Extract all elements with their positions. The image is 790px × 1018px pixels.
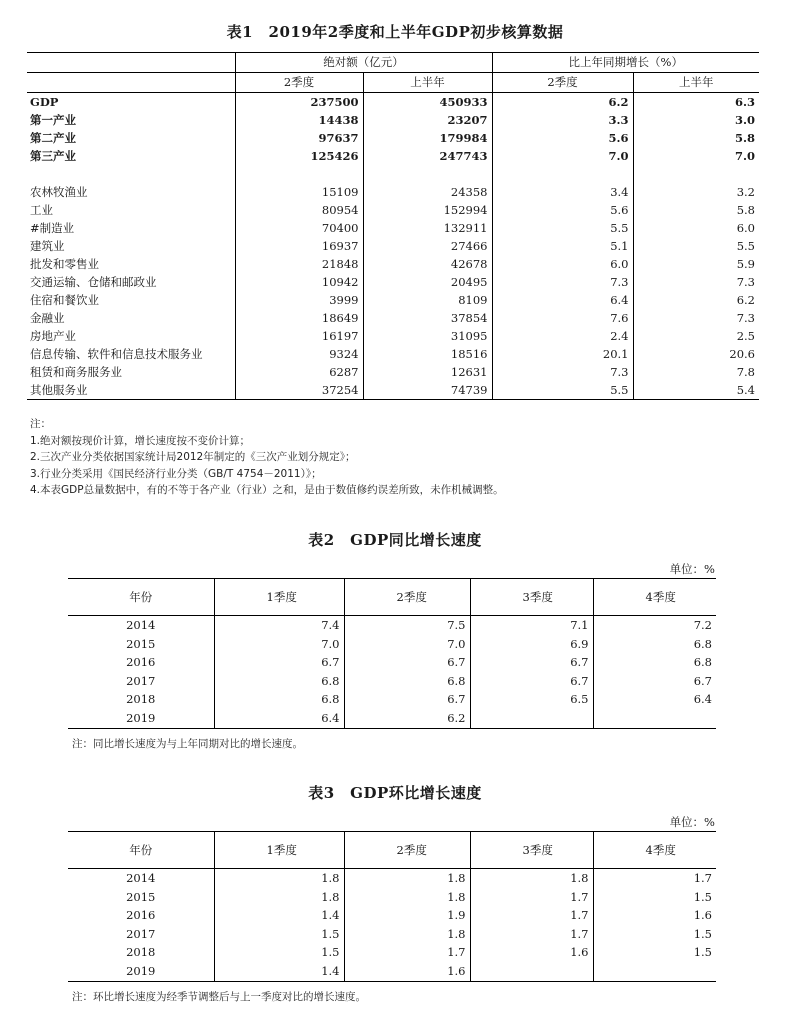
- cell-value: 23207: [363, 111, 492, 129]
- cell-value: 7.6: [492, 309, 633, 327]
- cell-value: 1.4: [214, 906, 344, 925]
- note-line: 3.行业分类采用《国民经济行业分类（GB/T 4754－2011）》；: [30, 467, 322, 480]
- column-header: 3季度: [470, 579, 593, 616]
- row-label: #制造业: [30, 221, 75, 235]
- cell-value: 7.4: [214, 616, 344, 635]
- column-header: 年份: [68, 579, 214, 616]
- cell-value: 6.7: [470, 653, 593, 672]
- cell-value: 450933: [363, 93, 492, 112]
- cell-value: 20.1: [492, 345, 633, 363]
- table-row: [27, 345, 759, 363]
- row-label: 建筑业: [30, 239, 65, 253]
- table-row: [27, 93, 759, 112]
- cell-value: 1.8: [470, 869, 593, 888]
- cell-value: 6.7: [344, 653, 470, 672]
- cell-value: 237500: [235, 93, 363, 112]
- cell-value: 16937: [235, 237, 363, 255]
- cell-value: 6.8: [593, 653, 716, 672]
- note-line: 4.本表GDP总量数据中，有的不等于各产业（行业）之和，是由于数值修约误差所致，未作机械调整。: [30, 484, 504, 496]
- cell-value: 1.5: [214, 943, 344, 962]
- cell-value: 179984: [363, 129, 492, 147]
- table-row: [27, 147, 759, 165]
- cell-value: 7.5: [344, 616, 470, 635]
- table-row: [68, 616, 716, 635]
- table-row: [27, 309, 759, 327]
- cell-value: 27466: [363, 237, 492, 255]
- table2-unit: 单位：%: [669, 562, 715, 576]
- table-row: [27, 327, 759, 345]
- row-label: 第二产业: [30, 131, 76, 145]
- cell-value: 6.0: [633, 219, 759, 237]
- cell-value: 5.5: [492, 381, 633, 400]
- cell-value: 2.5: [633, 327, 759, 345]
- year-cell: 2017: [126, 926, 156, 941]
- cell-value: 1.8: [344, 888, 470, 907]
- cell-value: 9324: [235, 345, 363, 363]
- cell-value: 1.8: [214, 869, 344, 888]
- cell-value: 7.0: [214, 635, 344, 654]
- cell-value: 6.7: [214, 653, 344, 672]
- cell-value: 5.9: [633, 255, 759, 273]
- table-row: [27, 273, 759, 291]
- table-row: [68, 672, 716, 691]
- table1-subheader: 上半年: [363, 73, 492, 93]
- cell-value: 152994: [363, 201, 492, 219]
- cell-value: 1.7: [470, 925, 593, 944]
- cell-value: [593, 962, 716, 981]
- note-line: 注：: [30, 418, 51, 430]
- row-label: 第三产业: [30, 149, 76, 163]
- table1-subheader: 上半年: [633, 73, 759, 93]
- year-cell: 2018: [126, 692, 156, 707]
- table-row: [27, 183, 759, 201]
- cell-value: 6.7: [344, 690, 470, 709]
- cell-value: 5.5: [492, 219, 633, 237]
- table-row: [68, 888, 716, 907]
- table1-subheader: 2季度: [235, 73, 363, 93]
- cell-value: 7.0: [344, 635, 470, 654]
- year-cell: 2016: [126, 655, 156, 670]
- year-cell: 2015: [126, 889, 156, 904]
- cell-value: 6.7: [593, 672, 716, 691]
- cell-value: 1.9: [344, 906, 470, 925]
- cell-value: 37854: [363, 309, 492, 327]
- row-label: 交通运输、仓储和邮政业: [30, 275, 157, 289]
- cell-value: 6.4: [492, 291, 633, 309]
- row-label: 住宿和餐饮业: [30, 293, 99, 307]
- cell-value: 6.3: [633, 93, 759, 112]
- cell-value: 6.5: [470, 690, 593, 709]
- table3-unit: 单位：%: [669, 815, 715, 829]
- table3-note: 注：环比增长速度为经季节调整后与上一季度对比的增长速度。: [72, 991, 366, 1003]
- year-cell: 2018: [126, 945, 156, 960]
- cell-value: 1.5: [593, 925, 716, 944]
- note-line: 1.绝对额按现价计算，增长速度按不变价计算；: [30, 434, 251, 447]
- cell-value: 5.6: [492, 129, 633, 147]
- table-row: [68, 925, 716, 944]
- table-row: [68, 709, 716, 728]
- column-header: 1季度: [214, 579, 344, 616]
- cell-value: 6287: [235, 363, 363, 381]
- cell-value: 20.6: [633, 345, 759, 363]
- cell-value: 3999: [235, 291, 363, 309]
- row-label: 租赁和商务服务业: [30, 365, 122, 379]
- cell-value: 10942: [235, 273, 363, 291]
- cell-value: 12631: [363, 363, 492, 381]
- table3-qoq-growth: [68, 831, 716, 982]
- cell-value: [593, 709, 716, 728]
- cell-value: 3.3: [492, 111, 633, 129]
- cell-value: 1.5: [593, 943, 716, 962]
- cell-value: 97637: [235, 129, 363, 147]
- table-row: [68, 943, 716, 962]
- cell-value: 31095: [363, 327, 492, 345]
- table-row: [27, 129, 759, 147]
- table-row: [68, 690, 716, 709]
- cell-value: 6.8: [214, 690, 344, 709]
- table-row: [27, 291, 759, 309]
- cell-value: 14438: [235, 111, 363, 129]
- cell-value: 6.2: [344, 709, 470, 728]
- cell-value: 6.8: [214, 672, 344, 691]
- table1-subheader: 2季度: [492, 73, 633, 93]
- table-row: [27, 237, 759, 255]
- cell-value: 247743: [363, 147, 492, 165]
- cell-value: 5.5: [633, 237, 759, 255]
- cell-value: 3.0: [633, 111, 759, 129]
- table1-group-header-growth: 比上年同期增长（%）: [492, 53, 759, 73]
- column-header: 年份: [68, 832, 214, 869]
- table-row: [68, 635, 716, 654]
- table-header-row: [68, 579, 716, 616]
- cell-value: 1.7: [470, 906, 593, 925]
- cell-value: 24358: [363, 183, 492, 201]
- cell-value: 125426: [235, 147, 363, 165]
- row-label: 房地产业: [30, 329, 76, 343]
- table-row: [68, 869, 716, 888]
- year-cell: 2019: [126, 963, 156, 978]
- cell-value: 1.8: [344, 925, 470, 944]
- cell-value: 80954: [235, 201, 363, 219]
- cell-value: 6.8: [593, 635, 716, 654]
- spacer-row: [27, 165, 759, 183]
- cell-value: 74739: [363, 381, 492, 400]
- row-label: 其他服务业: [30, 383, 88, 397]
- table2-title: 表2 GDP同比增长速度: [308, 531, 482, 549]
- cell-value: 6.4: [214, 709, 344, 728]
- column-header: 2季度: [344, 832, 470, 869]
- table2-note: 注：同比增长速度为与上年同期对比的增长速度。: [72, 738, 303, 750]
- cell-value: 6.2: [633, 291, 759, 309]
- cell-value: 6.8: [344, 672, 470, 691]
- cell-value: 6.7: [470, 672, 593, 691]
- table-row: [27, 111, 759, 129]
- cell-value: 18649: [235, 309, 363, 327]
- cell-value: 6.9: [470, 635, 593, 654]
- cell-value: 42678: [363, 255, 492, 273]
- cell-value: 5.8: [633, 129, 759, 147]
- cell-value: 6.4: [593, 690, 716, 709]
- row-label: 工业: [30, 203, 53, 217]
- table-row: [68, 906, 716, 925]
- cell-value: 7.0: [633, 147, 759, 165]
- cell-value: 7.3: [633, 273, 759, 291]
- cell-value: 18516: [363, 345, 492, 363]
- table-row: [27, 255, 759, 273]
- table1-notes: [30, 416, 504, 499]
- cell-value: 132911: [363, 219, 492, 237]
- cell-value: 3.2: [633, 183, 759, 201]
- cell-value: 1.5: [593, 888, 716, 907]
- cell-value: 1.6: [470, 943, 593, 962]
- cell-value: 3.4: [492, 183, 633, 201]
- cell-value: 70400: [235, 219, 363, 237]
- row-label: 第一产业: [30, 113, 76, 127]
- cell-value: 1.8: [344, 869, 470, 888]
- cell-value: 7.0: [492, 147, 633, 165]
- cell-value: 20495: [363, 273, 492, 291]
- table1-corner-cell: [27, 73, 235, 93]
- year-cell: 2019: [126, 710, 156, 725]
- row-label: 批发和零售业: [30, 257, 99, 271]
- table-row: [27, 219, 759, 237]
- column-header: 4季度: [593, 832, 716, 869]
- cell-value: 5.6: [492, 201, 633, 219]
- year-cell: 2016: [126, 908, 156, 923]
- cell-value: 5.8: [633, 201, 759, 219]
- cell-value: 7.8: [633, 363, 759, 381]
- column-header: 4季度: [593, 579, 716, 616]
- table-row: [27, 381, 759, 400]
- cell-value: 37254: [235, 381, 363, 400]
- cell-value: 7.2: [593, 616, 716, 635]
- cell-value: 7.3: [492, 273, 633, 291]
- cell-value: 1.7: [593, 869, 716, 888]
- table-row: [27, 363, 759, 381]
- cell-value: 6.2: [492, 93, 633, 112]
- cell-value: 1.4: [214, 962, 344, 981]
- note-line: 2.三次产业分类依据国家统计局2012年制定的《三次产业划分规定》；: [30, 451, 356, 463]
- row-label: 农林牧渔业: [30, 185, 88, 199]
- cell-value: 1.5: [214, 925, 344, 944]
- cell-value: 1.7: [470, 888, 593, 907]
- column-header: 3季度: [470, 832, 593, 869]
- cell-value: 7.3: [492, 363, 633, 381]
- table2-yoy-growth: [68, 578, 716, 729]
- table3-title: 表3 GDP环比增长速度: [308, 784, 482, 802]
- table1-corner-cell: [27, 53, 235, 73]
- cell-value: 1.8: [214, 888, 344, 907]
- cell-value: 5.1: [492, 237, 633, 255]
- cell-value: [470, 709, 593, 728]
- table1-gdp-preliminary: [27, 52, 759, 400]
- cell-value: 6.0: [492, 255, 633, 273]
- cell-value: 21848: [235, 255, 363, 273]
- row-label: GDP: [30, 95, 59, 109]
- row-label: 金融业: [30, 311, 65, 325]
- table-header-row: [68, 832, 716, 869]
- table1-title: 表1 2019年2季度和上半年GDP初步核算数据: [226, 23, 564, 41]
- column-header: 1季度: [214, 832, 344, 869]
- cell-value: 7.1: [470, 616, 593, 635]
- cell-value: 1.7: [344, 943, 470, 962]
- cell-value: 1.6: [344, 962, 470, 981]
- cell-value: 1.6: [593, 906, 716, 925]
- cell-value: [470, 962, 593, 981]
- cell-value: 15109: [235, 183, 363, 201]
- year-cell: 2014: [126, 871, 156, 885]
- table-row: [68, 653, 716, 672]
- year-cell: 2014: [126, 618, 156, 632]
- table-row: [68, 962, 716, 981]
- row-label: 信息传输、软件和信息技术服务业: [30, 347, 203, 361]
- cell-value: 5.4: [633, 381, 759, 400]
- table-row: [27, 201, 759, 219]
- table1-group-header-absolute: 绝对额（亿元）: [235, 53, 492, 73]
- year-cell: 2017: [126, 673, 156, 688]
- cell-value: 8109: [363, 291, 492, 309]
- column-header: 2季度: [344, 579, 470, 616]
- cell-value: 2.4: [492, 327, 633, 345]
- year-cell: 2015: [126, 636, 156, 651]
- cell-value: 7.3: [633, 309, 759, 327]
- cell-value: 16197: [235, 327, 363, 345]
